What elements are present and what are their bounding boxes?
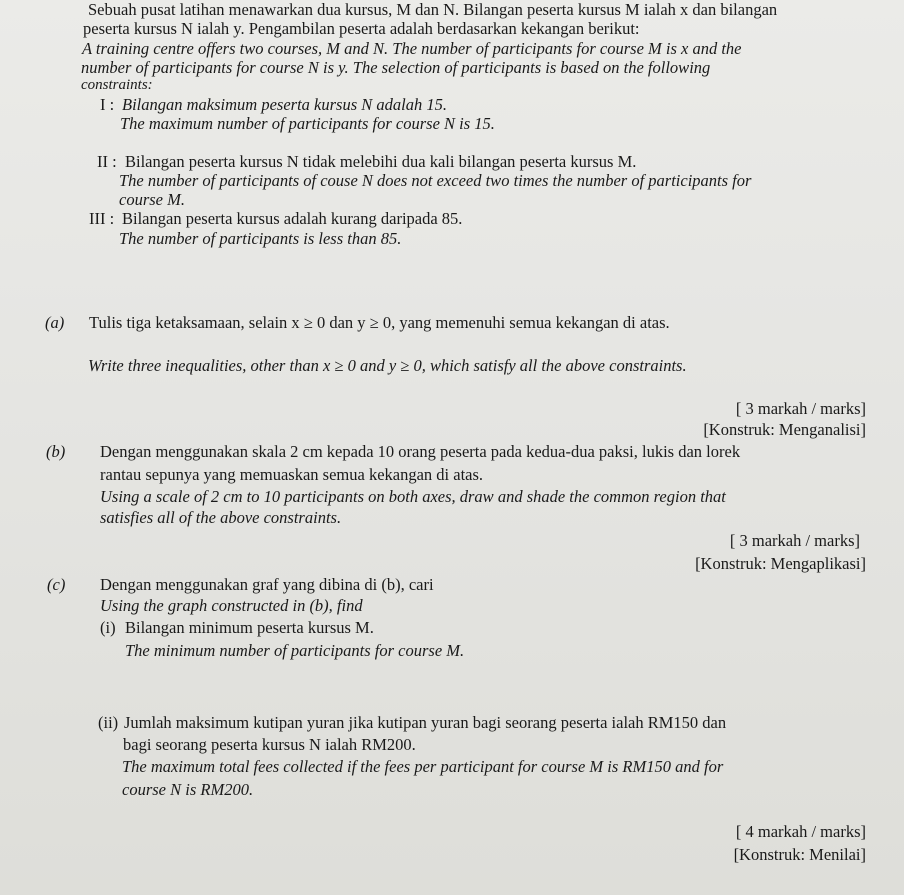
intro-en-line3: constraints:: [81, 77, 153, 93]
part-c-ii-ms-line2: bagi seorang peserta kursus N ialah RM200.: [123, 735, 416, 754]
part-a-en: Write three inequalities, other than x ≥ 0 and y ≥ 0, which satisfy all the above constraints.: [88, 356, 687, 375]
constraint-3-ms: Bilangan peserta kursus adalah kurang daripada 85.: [122, 209, 463, 228]
part-c-ii-ms-line1: Jumlah maksimum kutipan yuran jika kutipan yuran bagi seorang peserta ialah RM150 dan: [124, 713, 727, 732]
part-c-marks: [ 4 markah / marks]: [735, 822, 866, 841]
intro-ms-line2: peserta kursus N ialah y. Pengambilan peserta adalah berdasarkan kekangan berikut:: [83, 19, 640, 38]
constraint-1-en: The maximum number of participants for course N is 15.: [120, 114, 495, 133]
part-c-ii-en-line1: The maximum total fees collected if the fees per participant for course M is RM150 and for: [122, 757, 724, 776]
part-b-en-line1: Using a scale of 2 cm to 10 participants on both axes, draw and shade the common region that: [100, 487, 726, 506]
constraint-2-en-line2: course M.: [119, 190, 185, 209]
constraint-2-label: II :: [97, 152, 117, 171]
part-a-konstruk: [Konstruk: Menganalisi]: [703, 420, 866, 439]
part-c-i-en: The minimum number of participants for course M.: [125, 641, 465, 660]
constraint-3-label: III :: [89, 209, 115, 228]
constraint-1-ms: Bilangan maksimum peserta kursus N adalah 15.: [122, 95, 447, 114]
part-a-label: (a): [45, 313, 65, 332]
part-c-konstruk: [Konstruk: Menilai]: [733, 845, 866, 864]
part-c-i-ms: Bilangan minimum peserta kursus M.: [125, 618, 374, 637]
part-c-ms: Dengan menggunakan graf yang dibina di (b), cari: [100, 575, 434, 594]
part-b-ms-line1: Dengan menggunakan skala 2 cm kepada 10 orang peserta pada kedua-dua paksi, lukis dan lorek: [100, 442, 741, 461]
part-c-en: Using the graph constructed in (b), find: [100, 596, 363, 615]
constraint-2-ms: Bilangan peserta kursus N tidak melebihi dua kali bilangan peserta kursus M.: [125, 152, 637, 171]
intro-ms-line1: Sebuah pusat latihan menawarkan dua kursus, M dan N. Bilangan peserta kursus M ialah x dan bilangan: [88, 0, 778, 19]
intro-en-line1: A training centre offers two courses, M and N. The number of participants for course M is x and the: [82, 39, 742, 58]
part-b-label: (b): [46, 442, 66, 461]
part-b-ms-line2: rantau sepunya yang memuaskan semua kekangan di atas.: [100, 465, 484, 484]
part-b-konstruk: [Konstruk: Mengaplikasi]: [695, 554, 866, 573]
part-c-i-label: (i): [100, 618, 116, 637]
part-c-ii-en-line2: course N is RM200.: [122, 780, 254, 799]
constraint-3-en: The number of participants is less than 85.: [119, 229, 402, 248]
part-b-en-line2: satisfies all of the above constraints.: [100, 508, 342, 527]
part-b-marks: [ 3 markah / marks]: [729, 531, 860, 550]
intro-en-line2: number of participants for course N is y. The selection of participants is based on the following: [81, 58, 711, 77]
constraint-1-label: I :: [100, 95, 115, 114]
part-a-marks: [ 3 markah / marks]: [735, 399, 866, 418]
part-a-ms: Tulis tiga ketaksamaan, selain x ≥ 0 dan y ≥ 0, yang memenuhi semua kekangan di atas.: [89, 313, 670, 332]
part-c-label: (c): [47, 575, 66, 594]
constraint-2-en-line1: The number of participants of couse N does not exceed two times the number of participants for: [119, 171, 752, 190]
part-c-ii-label: (ii): [98, 713, 119, 732]
